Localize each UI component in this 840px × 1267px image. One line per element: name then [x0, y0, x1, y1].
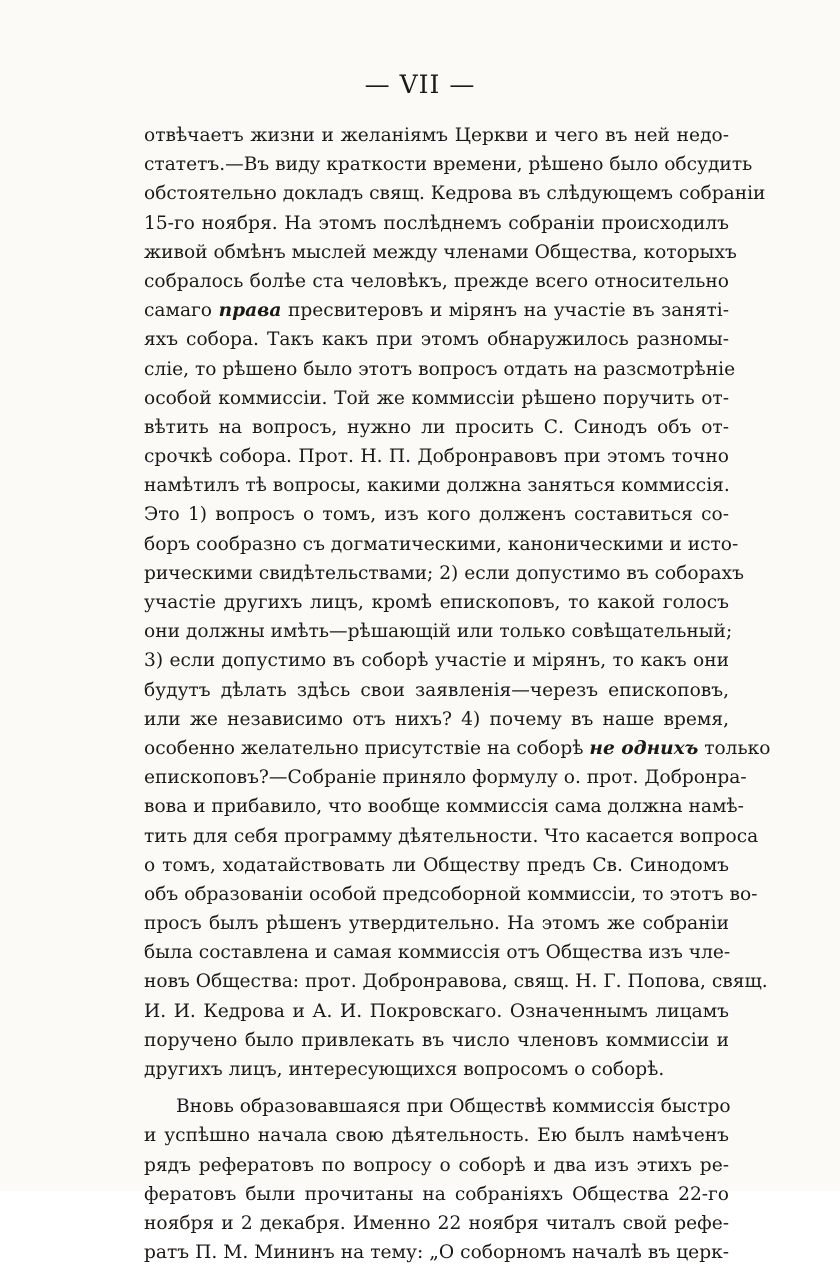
text-line: епископовъ?—Собраніе приняло формулу о. прот. Добронра-: [144, 767, 747, 789]
text-line: и успѣшно начала свою дѣятельность. Ею былъ намѣченъ: [144, 1125, 729, 1147]
text-line: будутъ дѣлать здѣсь свои заявленія—черезъ епископовъ,: [144, 679, 729, 701]
text-line: статетъ.—Въ виду краткости времени, рѣшено было обсудить: [144, 154, 753, 176]
text-line: вова и прибавило, что вообще коммиссія сама должна намѣ-: [144, 796, 744, 818]
text-line: просъ былъ рѣшенъ утвердительно. На этомъ же собраніи: [144, 913, 729, 935]
text-line: Вновь образовавшаяся при Обществѣ коммиссія быстро: [176, 1096, 731, 1118]
text-line: обстоятельно докладъ свящ. Кедрова въ слѣдующемъ собраніи: [144, 183, 766, 205]
text-line: рядъ рефератовъ по вопросу о соборѣ и два изъ этихъ ре-: [144, 1154, 729, 1176]
text-line: была составлена и самая коммиссія отъ Общества изъ чле-: [144, 942, 731, 964]
text-line: 3) если допустимо въ соборѣ участіе и мірянъ, то какъ они: [144, 650, 729, 672]
text-line: отвѣчаетъ жизни и желаніямъ Церкви и чего въ ней недо-: [144, 125, 729, 146]
text-line: собралось болѣе ста человѣкъ, прежде всего относительно: [144, 270, 729, 292]
text-line: 15-го ноября. На этомъ послѣднемъ собраніи происходилъ: [144, 212, 729, 234]
text-line: яхъ собора. Такъ какъ при этомъ обнаружилось разномы-: [144, 329, 729, 351]
text-line: они должны имѣть—рѣшающій или только совѣщательный;: [144, 621, 733, 643]
text-line: или же независимо отъ нихъ? 4) почему въ наше время,: [144, 708, 729, 730]
paragraph-gap: [144, 1084, 729, 1092]
text-line: другихъ лицъ, интересующихся вопросомъ о соборѣ.: [144, 1059, 665, 1080]
text-line: о томъ, ходатайствовать ли Обществу предъ Св. Синодомъ: [144, 854, 729, 876]
text-line: боръ сообразно съ догматическими, каноническими и исто-: [144, 533, 739, 555]
text-line: объ образованіи особой предсоборной коммиссіи, то этотъ во-: [144, 883, 758, 905]
text-line: срочкѣ собора. Прот. Н. П. Добронравовъ при этомъ точно: [144, 446, 729, 468]
text-line: [144, 734, 771, 763]
text-line: фератовъ были прочитаны на собраніяхъ Общества 22-го: [144, 1183, 729, 1205]
text-line: вѣтить на вопросъ, нужно ли просить С. Синодъ объ от-: [144, 416, 729, 438]
text-line: тить для себя программу дѣятельности. Что касается вопроса: [144, 825, 759, 847]
text-fragment: только: [704, 737, 771, 759]
text-fragment: пресвитеровъ и мірянъ на участіе въ заняті-: [288, 300, 729, 322]
italic-emphasis: права: [218, 300, 282, 322]
text-line: сліе, то рѣшено было этотъ вопросъ отдать на разсмотрѣніе: [144, 358, 736, 380]
text-line: рическими свидѣтельствами; 2) если допустимо въ соборахъ: [144, 562, 744, 584]
text-line: особой коммиссіи. Той же коммиссіи рѣшено поручить от-: [144, 387, 729, 409]
page-number-header: — VII —: [364, 70, 476, 99]
italic-emphasis: не однихъ: [589, 737, 699, 759]
text-fragment: особенно желательно присутствіе на соборѣ: [144, 737, 584, 759]
body-text: [144, 121, 771, 1267]
text-line: поручено было привлекать въ число членовъ коммиссіи и: [144, 1029, 729, 1051]
text-line: намѣтилъ тѣ вопросы, какими должна заняться коммиссія.: [144, 475, 730, 497]
text-line: Это 1) вопросъ о томъ, изъ кого долженъ составиться со-: [144, 504, 729, 526]
text-fragment: самаго: [144, 300, 212, 322]
text-line: [144, 296, 729, 325]
text-line: ратъ П. М. Мининъ на тему: „О соборномъ началѣ въ церк-: [144, 1242, 729, 1264]
text-line: новъ Общества: прот. Добронравова, свящ. Н. Г. Попова, свящ.: [144, 971, 768, 993]
text-line: живой обмѣнъ мыслей между членами Общества, которыхъ: [144, 241, 737, 263]
text-line: И. И. Кедрова и А. И. Покровскаго. Означеннымъ лицамъ: [144, 1000, 729, 1022]
text-line: участіе другихъ лицъ, кромѣ епископовъ, то какой голосъ: [144, 592, 729, 613]
text-line: ноября и 2 декабря. Именно 22 ноября читалъ свой рефе-: [144, 1212, 729, 1234]
